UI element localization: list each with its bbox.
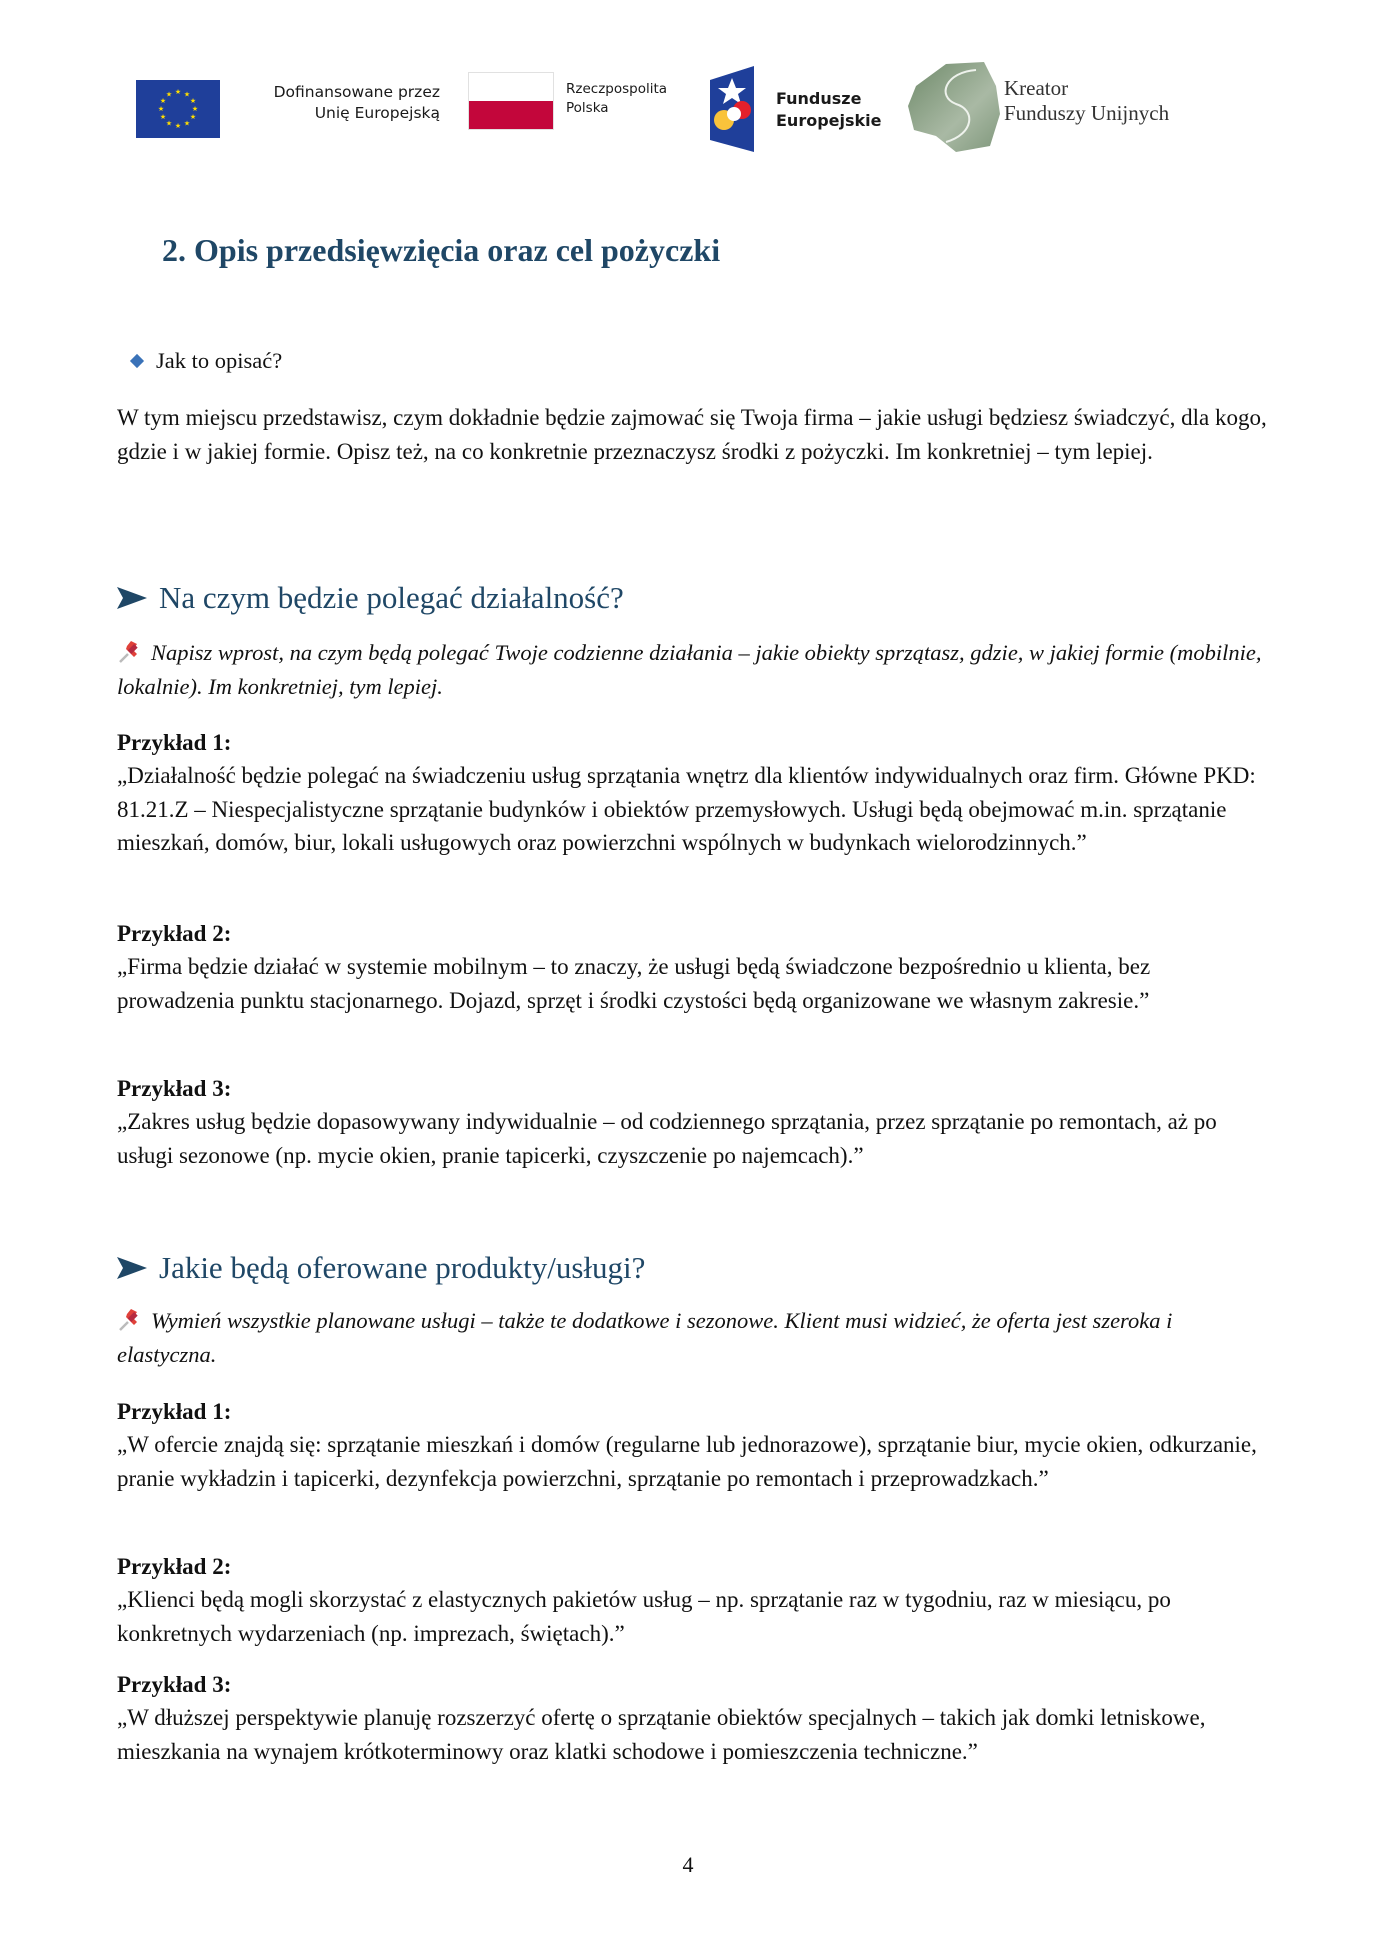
example-text: „Działalność będzie polegać na świadczeniu usług sprzątania wnętrz dla klientów indywidualnych oraz firm. Główne PKD: 81.21.Z – Niespecjalistyczne sprzątanie budynków i obiektów przemysłowych. Usługi będą obejmować m.in. sprzątanie mieszkań, domów, biur, lokali usługowych oraz powierzchni wspólnych w budynkach wielorodzinnych.” [117, 763, 1256, 855]
subsection-heading-text: Na czym będzie polegać działalność? [159, 580, 624, 615]
tip-offer [117, 1304, 1267, 1371]
example-block [117, 1668, 1267, 1768]
poland-label [566, 80, 667, 118]
how-to-label: Jak to opisać? [156, 348, 283, 373]
example-block [117, 1550, 1267, 1650]
example-block [117, 917, 1267, 1017]
svg-text:★: ★ [165, 90, 173, 99]
example-label: Przykład 1: [117, 730, 232, 755]
arrow-right-icon [117, 1257, 147, 1279]
svg-text:★: ★ [165, 119, 173, 128]
example-block [117, 1072, 1267, 1172]
example-label: Przykład 3: [117, 1672, 232, 1697]
svg-text:★: ★ [174, 122, 182, 130]
fe-text-line1: Fundusze [776, 89, 862, 108]
example-label: Przykład 1: [117, 1399, 232, 1424]
example-label: Przykład 3: [117, 1076, 232, 1101]
example-block [117, 1395, 1267, 1495]
intro-paragraph: W tym miejscu przedstawisz, czym dokładnie będzie zajmować się Twoja firma – jakie usługi będziesz świadczyć, dla kogo, gdzie i w jakiej formie. Opisz też, na co konkretnie przeznaczysz środki z pożyczki. Im konkretniej – tym lepiej. [117, 405, 1267, 464]
example-text: „Zakres usług będzie dopasowywany indywidualnie – od codziennego sprzątania, przez sprzątanie po remontach, aż po usługi sezonowe (np. mycie okien, pranie tapicerki, czyszczenie po najemcach).” [117, 1109, 1217, 1168]
eu-funding-label [250, 82, 440, 124]
page-number: 4 [682, 1852, 694, 1877]
example-label: Przykład 2: [117, 921, 232, 946]
subsection-heading-offer [117, 1250, 645, 1286]
svg-text:★: ★ [159, 97, 167, 105]
pl-text-line2: Polska [566, 100, 609, 116]
example-text: „W ofercie znajdą się: sprzątanie mieszkań i domów (regularne lub jednorazowe), sprzątanie biur, mycie okien, odkurzanie, pranie wykładzin i tapicerki, dezynfekcja powierzchni, sprzątanie po remontach i przeprowadzkach.” [117, 1432, 1257, 1491]
pushpin-icon [117, 1309, 143, 1331]
eu-text-line2: Unię Europejską [314, 104, 440, 122]
kfu-text-line2: Funduszy Unijnych [1004, 101, 1170, 125]
example-text: „Klienci będą mogli skorzystać z elastycznych pakietów usług – np. sprzątanie raz w tygodniu, raz w miesiącu, po konkretnych wydarzeniach (np. imprezach, świętach).” [117, 1587, 1171, 1646]
tip-text: Wymień wszystkie planowane usługi – także te dodatkowe i sezonowe. Klient musi widzieć, że oferta jest szeroka i elastyczna. [117, 1308, 1173, 1367]
kreator-label [1004, 76, 1169, 126]
poland-flag-icon [468, 72, 554, 130]
pl-text-line1: Rzeczpospolita [566, 81, 668, 97]
tip-text: Napisz wprost, na czym będą polegać Twoje codzienne działania – jakie obiekty sprzątasz, gdzie, w jakiej formie (mobilnie, lokalnie). Im konkretniej, tym lepiej. [117, 640, 1262, 699]
diamond-bullet-icon [130, 354, 144, 368]
section-title: 2. Opis przedsięwzięcia oraz cel pożyczki [162, 232, 721, 268]
svg-text:★: ★ [157, 105, 165, 113]
kreator-map-logo-icon [906, 56, 1006, 152]
svg-text:★: ★ [189, 113, 197, 121]
kfu-text-line1: Kreator [1004, 76, 1069, 100]
european-funds-label [776, 88, 882, 132]
example-text: „W dłuższej perspektywie planuję rozszerzyć ofertę o sprzątanie obiektów specjalnych – takich jak domki letniskowe, mieszkania na wynajem krótkoterminowy oraz klatki schodowe i pomieszczenia techniczne.” [117, 1705, 1206, 1764]
svg-text:★: ★ [183, 119, 191, 128]
fe-text-line2: Europejskie [776, 111, 882, 130]
svg-text:★: ★ [191, 105, 199, 113]
svg-text:★: ★ [189, 97, 197, 105]
subsection-heading-text: Jakie będą oferowane produkty/usługi? [159, 1250, 646, 1285]
eu-text-line1: Dofinansowane przez [273, 83, 440, 101]
eu-flag-icon [136, 80, 220, 138]
example-text: „Firma będzie działać w systemie mobilnym – to znaczy, że usługi będą świadczone bezpośrednio u klienta, bez prowadzenia punktu stacjonarnego. Dojazd, sprzęt i środki czystości będą organizowane we własnym zakresie.” [117, 954, 1151, 1013]
svg-text:★: ★ [183, 90, 191, 99]
arrow-right-icon [117, 587, 147, 609]
tip-activity [117, 636, 1267, 703]
svg-text:★: ★ [174, 88, 182, 96]
svg-text:★: ★ [159, 113, 167, 121]
european-funds-logo-icon [710, 66, 754, 152]
header-logos [136, 66, 1246, 156]
subsection-heading-activity [117, 580, 624, 616]
example-block [117, 726, 1267, 860]
pushpin-icon [117, 641, 143, 663]
example-label: Przykład 2: [117, 1554, 232, 1579]
how-to-bullet [130, 348, 282, 374]
